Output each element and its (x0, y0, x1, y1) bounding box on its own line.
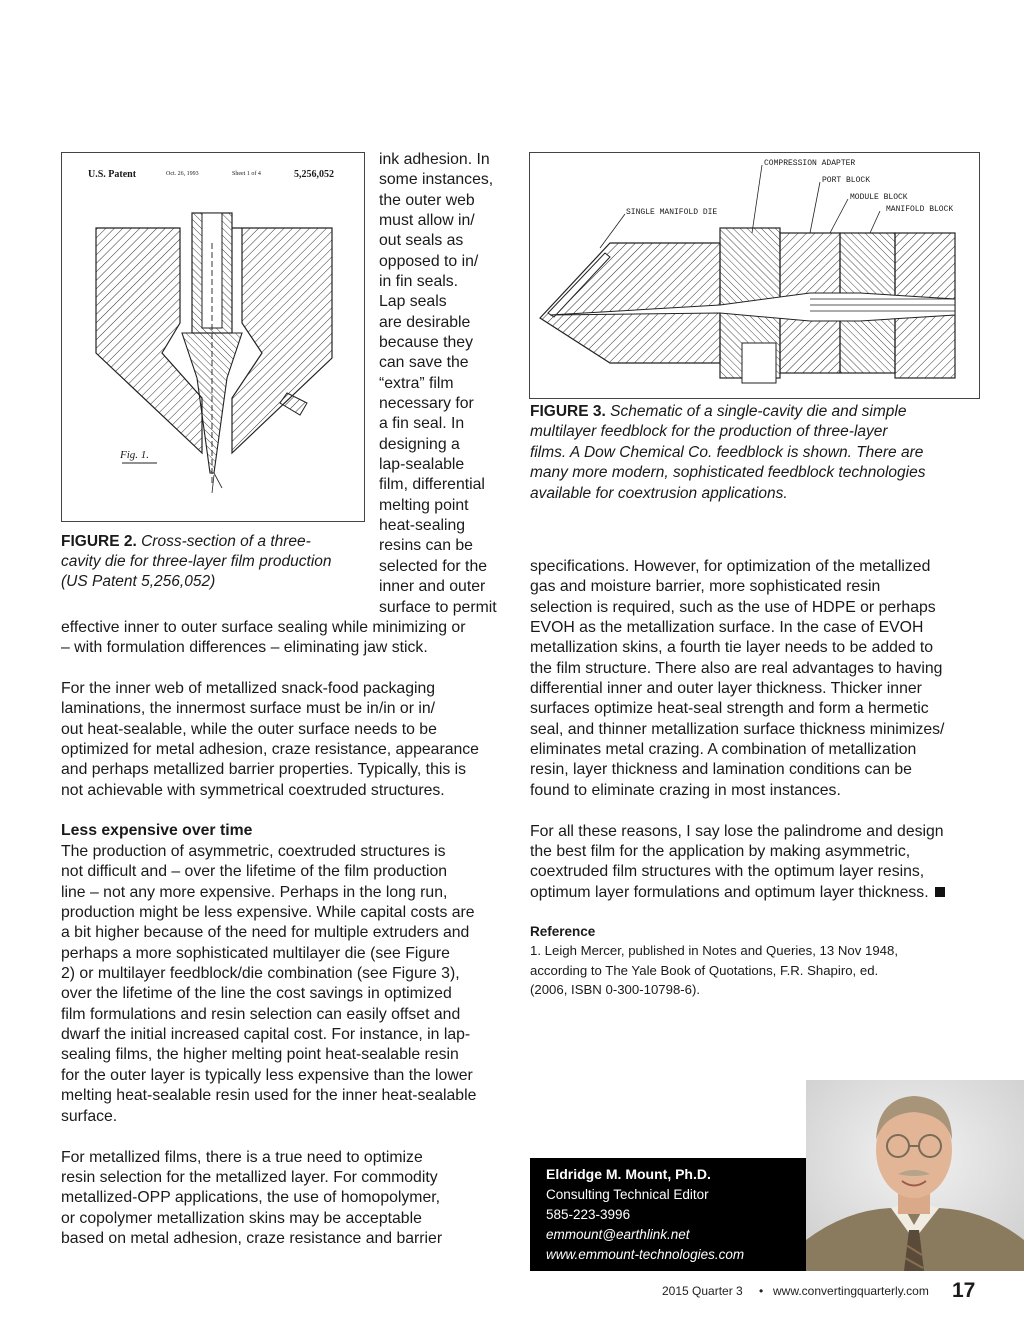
text-line: For metallized films, there is a true need to optimize (61, 1149, 423, 1166)
patent-fig-label: Fig. 1. (120, 449, 150, 461)
label-compression-adapter: COMPRESSION ADAPTER (764, 159, 856, 168)
footer-bullet: • (759, 1284, 764, 1298)
text-line: 2) or multilayer feedblock/die combination (see Figure 3), (61, 965, 460, 982)
label-port-block: PORT BLOCK (822, 176, 871, 185)
footer-website[interactable]: www.convertingquarterly.com (773, 1284, 929, 1298)
text-line: or copolymer metallization skins may be acceptable (61, 1210, 422, 1227)
text-line: the best film for the application by making asymmetric, (530, 843, 911, 860)
text-line: can save the (379, 354, 469, 371)
footer-issue: 2015 Quarter 3 (662, 1284, 743, 1298)
text-line: perhaps a more sophisticated multilayer die (see Figure (61, 945, 450, 962)
text-line: based on metal adhesion, craze resistance and barrier (61, 1230, 443, 1247)
section-heading: Less expensive over time (61, 822, 253, 839)
text-line: the outer web (379, 192, 475, 209)
label-single-manifold-die: SINGLE MANIFOLD DIE (626, 208, 718, 217)
label-manifold-block: MANIFOLD BLOCK (886, 205, 954, 214)
figure-2-caption-line: Cross-section of a three- (141, 533, 311, 550)
text-line: must allow in/ (379, 212, 475, 229)
figure-3-caption-line: films. A Dow Chemical Co. feedblock is shown. There are (530, 444, 924, 461)
text-line: The production of asymmetric, coextruded structures is (61, 843, 446, 860)
text-line: out seals as (379, 232, 464, 249)
patent-header-date: Oct. 26, 1993 (166, 171, 199, 177)
figure-3-caption-line: Schematic of a single-cavity die and simple (610, 403, 907, 420)
text-line: designing a (379, 436, 460, 453)
feedblock-schematic-illustration (530, 153, 979, 398)
text-line: a bit higher because of the need for multiple extruders and (61, 924, 470, 941)
page-number: 17 (952, 1279, 976, 1302)
figure-2-caption-line: (US Patent 5,256,052) (61, 573, 216, 590)
text-line: For all these reasons, I say lose the palindrome and design (530, 823, 944, 840)
text-line: resin selection for the metallized layer. For commodity (61, 1169, 438, 1186)
figure-2-label: FIGURE 2. (61, 533, 137, 550)
text-line: effective inner to outer surface sealing while minimizing or (61, 619, 466, 636)
text-line: selected for the (379, 558, 488, 575)
text-line: found to eliminate crazing in most instances. (530, 782, 841, 799)
text-line: film formulations and resin selection can easily offset and (61, 1006, 461, 1023)
patent-header-number: 5,256,052 (294, 169, 334, 180)
text-line: dwarf the initial increased capital cost. For instance, in lap- (61, 1026, 471, 1043)
text-line: over the lifetime of the line the cost savings in optimized (61, 985, 452, 1002)
text-line: surface to permit (379, 599, 497, 616)
text-line: production might be less expensive. While capital costs are (61, 904, 475, 921)
text-line: for the outer layer is typically less expensive than the lower (61, 1067, 473, 1084)
text-line: For the inner web of metallized snack-food packaging (61, 680, 436, 697)
figure-3-image (529, 152, 980, 399)
text-line: Lap seals (379, 293, 447, 310)
text-line: differential inner and outer layer thickness. Thicker inner (530, 680, 922, 697)
text-line: and perhaps metallized barrier properties. Typically, this is (61, 761, 467, 778)
text-line: the film structure. There also are real advantages to having (530, 660, 943, 677)
text-line: not difficult and – over the lifetime of the film production (61, 863, 448, 880)
figure-3-label: FIGURE 3. (530, 403, 606, 420)
text-line: inner and outer (379, 578, 486, 595)
label-module-block: MODULE BLOCK (850, 193, 908, 202)
text-line: surfaces optimize heat-seal strength and form a hermetic (530, 700, 929, 717)
figure-3-caption-line: many more modern, sophisticated feedblock technologies (530, 464, 926, 481)
author-title: Consulting Technical Editor (546, 1187, 709, 1202)
text-line: melting heat-sealable resin used for the inner heat-sealable (61, 1087, 477, 1104)
text-line: metallized-OPP applications, the use of homopolymer, (61, 1189, 441, 1206)
text-line: line – not any more expensive. Perhaps in the long run, (61, 884, 448, 901)
text-line-content: optimum layer formulations and optimum layer thickness. (530, 884, 929, 901)
text-line: lap-sealable (379, 456, 465, 473)
text-line: sealing films, the higher melting point heat-sealable resin (61, 1046, 459, 1063)
text-line: coextruded film structures with the optimum layer resins, (530, 863, 925, 880)
text-line: not achievable with symmetrical coextruded structures. (61, 782, 445, 799)
text-line: ink adhesion. In (379, 151, 490, 168)
text-line: resin, layer thickness and lamination conditions can be (530, 761, 912, 778)
text-line: gas and moisture barrier, more sophisticated resin (530, 578, 881, 595)
author-photo (806, 1080, 1024, 1271)
text-line: because they (379, 334, 473, 351)
figure-3-caption-line: available for coextrusion applications. (530, 485, 788, 502)
figure-2-image (61, 152, 365, 522)
text-line: heat-sealing (379, 517, 466, 534)
text-line: eliminates metal crazing. A combination of metallization (530, 741, 917, 758)
text-line: opposed to in/ (379, 253, 479, 270)
text-line: optimized for metal adhesion, craze resistance, appearance (61, 741, 479, 758)
author-email[interactable]: emmount@earthlink.net (546, 1227, 690, 1242)
end-of-article-mark (935, 887, 945, 897)
author-portrait-illustration (806, 1080, 1024, 1271)
text-line: in fin seals. (379, 273, 459, 290)
text-line: selection is required, such as the use of HDPE or perhaps (530, 599, 936, 616)
figure-3-caption-line: multilayer feedblock for the production of three-layer (530, 423, 888, 440)
reference-line: according to The Yale Book of Quotations, F.R. Shapiro, ed. (530, 963, 879, 978)
patent-header-left: U.S. Patent (88, 169, 137, 180)
text-line: laminations, the innermost surface must be in/in or in/ (61, 700, 436, 717)
text-line: specifications. However, for optimization of the metallized (530, 558, 931, 575)
text-line: “extra” film (379, 375, 454, 392)
text-line: surface. (61, 1108, 118, 1125)
patent-header-sheet: Sheet 1 of 4 (232, 171, 261, 177)
reference-line: (2006, ISBN 0-300-10798-6). (530, 982, 701, 997)
text-line: metallization skins, a fourth tie layer needs to be added to (530, 639, 934, 656)
text-line: necessary for (379, 395, 474, 412)
text-line: EVOH as the metallization surface. In the case of EVOH (530, 619, 924, 636)
text-line: seal, and thinner metallization surface thickness minimizes/ (530, 721, 945, 738)
author-website[interactable]: www.emmount-technologies.com (546, 1247, 745, 1262)
text-line: some instances, (379, 171, 494, 188)
text-line: out heat-sealable, while the outer surface needs to be (61, 721, 437, 738)
reference-line: 1. Leigh Mercer, published in Notes and Queries, 13 Nov 1948, (530, 943, 899, 958)
text-line: a fin seal. In (379, 415, 465, 432)
text-line (530, 883, 945, 903)
figure-2-caption-line: cavity die for three-layer film production (61, 553, 332, 570)
text-line: – with formulation differences – eliminating jaw stick. (61, 639, 428, 656)
patent-drawing-illustration (62, 153, 364, 521)
reference-heading: Reference (530, 924, 596, 939)
author-name: Eldridge M. Mount, Ph.D. (546, 1166, 711, 1182)
text-line: are desirable (379, 314, 471, 331)
text-line: film, differential (379, 476, 485, 493)
text-line: melting point (379, 497, 469, 514)
author-phone: 585-223-3996 (546, 1207, 631, 1222)
text-line: resins can be (379, 537, 473, 554)
